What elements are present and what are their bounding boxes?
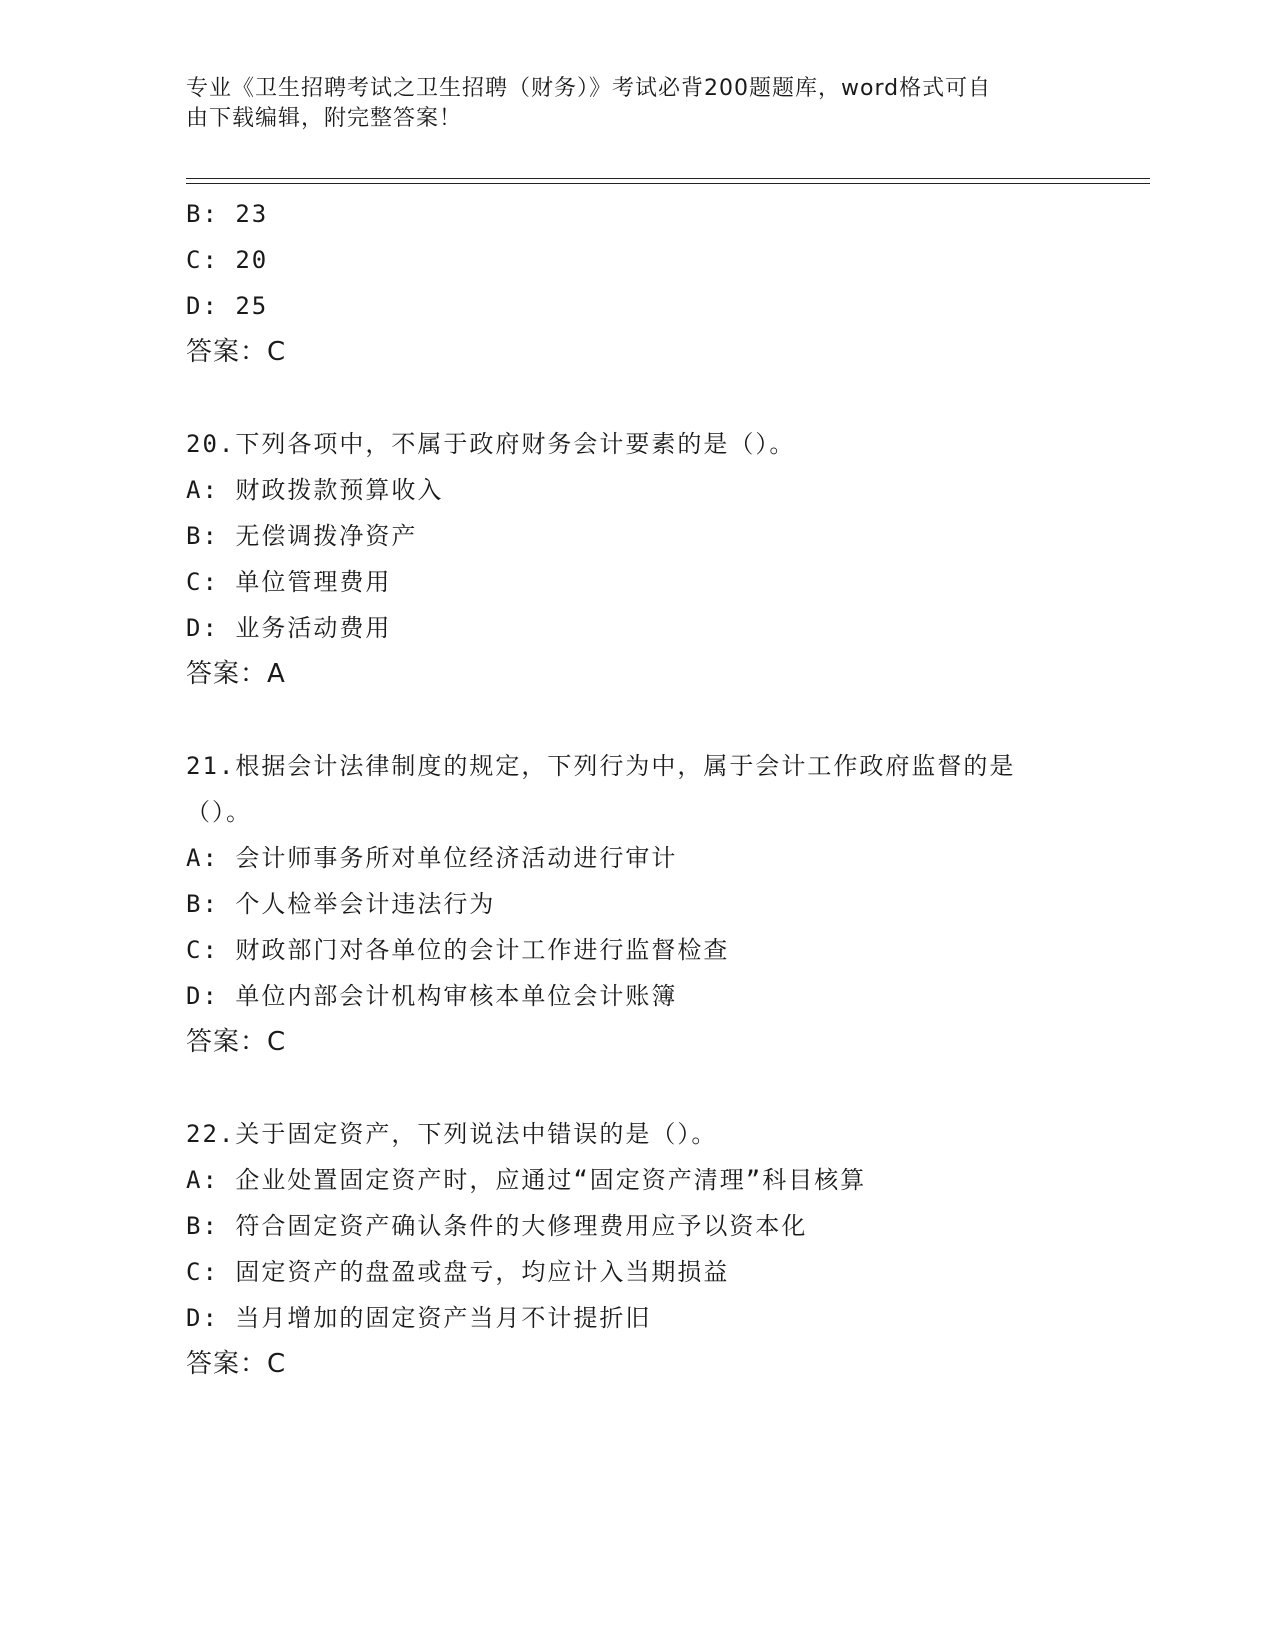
answer-line: 答案：C bbox=[186, 1027, 287, 1057]
document-header bbox=[186, 74, 1066, 134]
question-list bbox=[186, 191, 1086, 1387]
option-c: C: 单位管理费用 bbox=[186, 568, 392, 596]
answer-line: 答案：C bbox=[186, 337, 287, 367]
question-stem: 21.根据会计法律制度的规定，下列行为中，属于会计工作政府监督的是（）。 bbox=[186, 752, 1016, 826]
option-b: B: 无偿调拨净资产 bbox=[186, 522, 418, 550]
option-a: A: 会计师事务所对单位经济活动进行审计 bbox=[186, 844, 678, 872]
option-c: C: 固定资产的盘盈或盘亏，均应计入当期损益 bbox=[186, 1258, 730, 1286]
header-divider-bottom bbox=[186, 183, 1150, 184]
header-line-1: 专业《卫生招聘考试之卫生招聘（财务）》考试必背200题题库，word格式可自 bbox=[186, 76, 992, 101]
option-a: A: 财政拨款预算收入 bbox=[186, 476, 444, 504]
answer-line: 答案：A bbox=[186, 659, 286, 689]
question-stem: 22.关于固定资产，下列说法中错误的是（）。 bbox=[186, 1120, 718, 1148]
question-21-block bbox=[186, 743, 1086, 1065]
option-d: D: 单位内部会计机构审核本单位会计账簿 bbox=[186, 982, 678, 1010]
answer-line: 答案：C bbox=[186, 1349, 287, 1379]
option-a: A: 企业处置固定资产时，应通过“固定资产清理”科目核算 bbox=[186, 1166, 867, 1194]
header-divider-top bbox=[186, 178, 1150, 179]
question-22-block bbox=[186, 1111, 1086, 1387]
option-c: C: 财政部门对各单位的会计工作进行监督检查 bbox=[186, 936, 730, 964]
option-b: B: 23 bbox=[186, 200, 269, 228]
prev-question-block bbox=[186, 191, 1086, 375]
question-stem: 20.下列各项中，不属于政府财务会计要素的是（）。 bbox=[186, 430, 796, 458]
option-d: D: 业务活动费用 bbox=[186, 614, 392, 642]
option-b: B: 个人检举会计违法行为 bbox=[186, 890, 496, 918]
option-d: D: 当月增加的固定资产当月不计提折旧 bbox=[186, 1304, 652, 1332]
option-d: D: 25 bbox=[186, 292, 269, 320]
option-b: B: 符合固定资产确认条件的大修理费用应予以资本化 bbox=[186, 1212, 808, 1240]
question-20-block bbox=[186, 421, 1086, 697]
header-line-2: 由下载编辑，附完整答案！ bbox=[186, 106, 463, 131]
option-c: C: 20 bbox=[186, 246, 269, 274]
